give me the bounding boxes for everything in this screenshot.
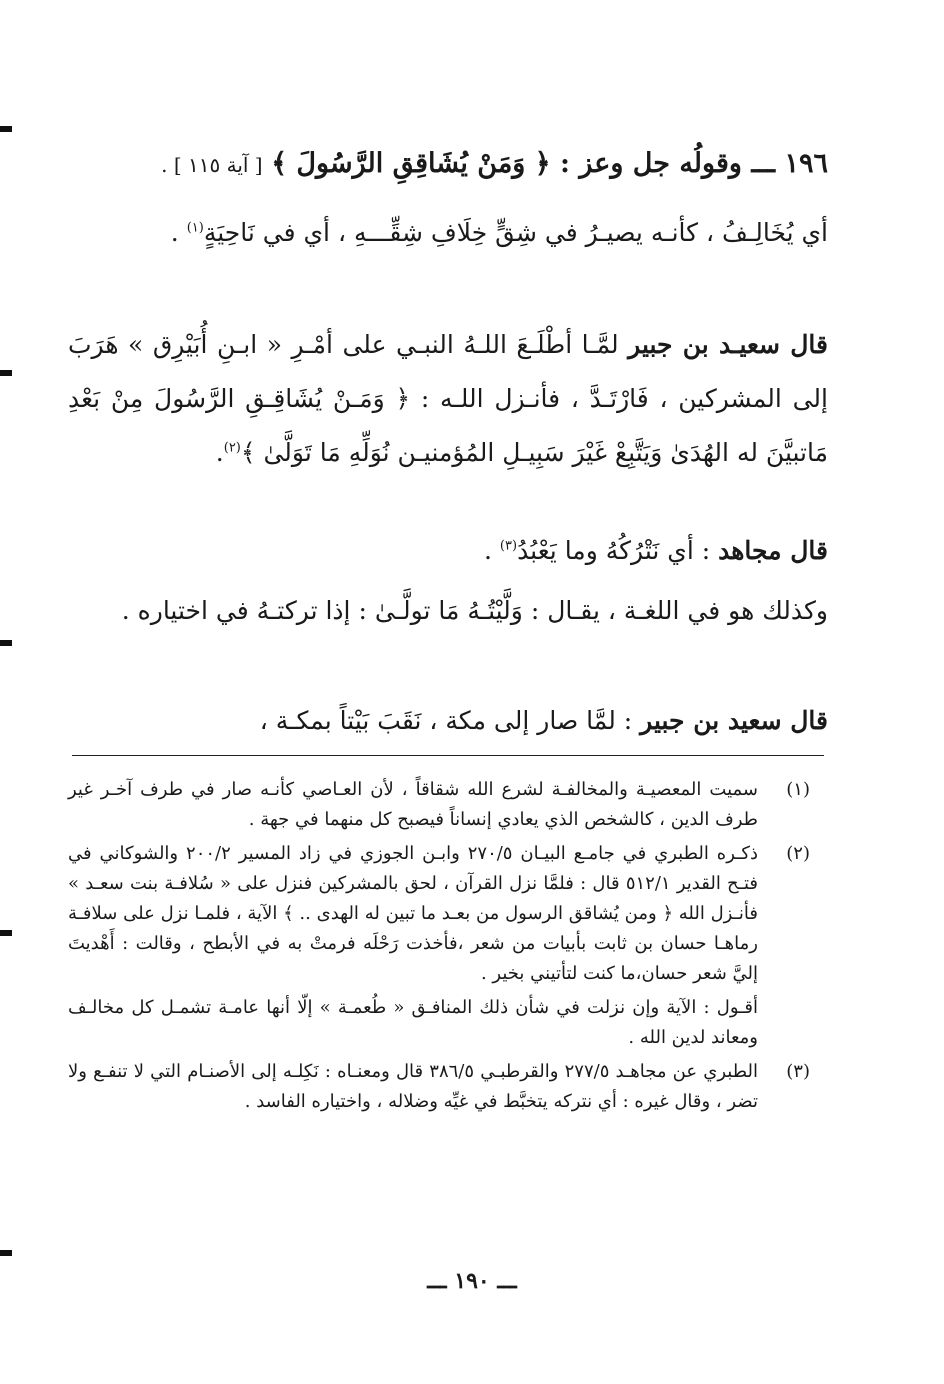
paragraph-saeed-2 bbox=[68, 694, 828, 748]
quran-verse: ﴿ وَمَنْ يُشَاقِقِ الرَّسُولَ ﴾ bbox=[271, 148, 551, 179]
margin-mark bbox=[0, 370, 12, 376]
paragraph-lead: قال سعيد بن جبير bbox=[640, 706, 828, 735]
footnote-ref: (١) bbox=[186, 220, 204, 236]
footnote-divider bbox=[72, 755, 824, 756]
footnote-text: سميت المعصيـة والمخالفـة لشرع الله شقاقاً ، لأن العـاصي كأنـه صار في طرف آخـر غير طرف الدين ، كالشخص الذي يعادي إنساناً فيصبح كل منهما في جهة . bbox=[68, 779, 758, 830]
footnote-number: (٣) bbox=[786, 1061, 810, 1082]
entry-intro: وقولُه جل وعز : bbox=[559, 148, 742, 179]
footnote-ref: (٢) bbox=[223, 440, 241, 456]
paragraph-end: . bbox=[170, 218, 187, 247]
footnote-2 bbox=[68, 839, 810, 989]
footnote-2-continuation: أقـول : الآية وإن نزلت في شأن ذلك المنافـق « طُعمـة » إلّا أنها عامـة تشمـل كل مخالـف ومعاند لدين الله . bbox=[68, 997, 758, 1048]
paragraph-text: : لمَّا صار إلى مكة ، نَقَبَ بَيْتاً بمكـة ، bbox=[259, 706, 641, 735]
footnotes bbox=[68, 775, 810, 1121]
footnote-number: (١) bbox=[786, 779, 810, 800]
paragraph-text: لمَّـا أطْلَـعَ اللـهُ النبـي على أمْـرِ « ابـنِ أُبَيْرِق » هَرَبَ إلى المشركين ، فَارْتَـدَّ ، فأنـزل اللـه : ﴿ وَمَـنْ يُشَاقِـقِ الرَّسُولَ مِنْ بَعْدِ مَاتبيَّنَ له الهُدَىٰ وَيَتَّبِعْ غَيْرَ سَبِيـلِ المُؤمنيـن نُوَلِّهِ مَا تَوَلَّىٰ ﴾ bbox=[68, 330, 828, 467]
entry-number: ١٩٦ ـــ bbox=[751, 148, 828, 179]
footnote-ref: (٣) bbox=[499, 538, 518, 554]
footnote-text: الطبري عن مجاهـد ٢٧٧/٥ والقرطبـي ٣٨٦/٥ قال ومعنـاه : نَكِلـه إلى الأصنـام التي لا تنفـع ولا تضر ، وقال غيره : أي نتركه يتخبَّط في غيِّه وضلاله ، واختياره الفاسد . bbox=[68, 1061, 758, 1112]
paragraph-end: . bbox=[484, 536, 500, 565]
paragraph-text: : أي نَتْرُكُهُ وما يَعْبُدُ bbox=[517, 536, 719, 565]
paragraph-language bbox=[68, 584, 828, 638]
paragraph-definition bbox=[68, 206, 828, 260]
paragraph-text: أي يُخَالِـفُ ، كأنـه يصيـرُ في شِقٍّ خِلَافِ شِقِّـــهِ ، أي في نَاحِيَةٍ bbox=[203, 218, 828, 247]
margin-mark bbox=[0, 1250, 12, 1256]
paragraph-end: . bbox=[215, 438, 224, 467]
paragraph-lead: قال مجاهد bbox=[718, 536, 828, 565]
footnote-number: (٢) bbox=[786, 843, 810, 864]
margin-mark bbox=[0, 640, 12, 646]
margin-mark bbox=[0, 930, 12, 936]
entry-heading bbox=[68, 144, 828, 185]
footnote-1 bbox=[68, 775, 810, 835]
paragraph-saeed-1 bbox=[68, 318, 828, 480]
margin-mark bbox=[0, 126, 12, 132]
paragraph-mujahid bbox=[68, 524, 828, 578]
page-number: ـــ ١٩٠ ـــ bbox=[427, 1268, 517, 1294]
paragraph-lead: قال سعيـد بن جبير bbox=[628, 330, 828, 359]
footnote-3 bbox=[68, 1057, 810, 1117]
verse-reference: [ آية ١١٥ ] . bbox=[161, 153, 263, 177]
paragraph-text: وكذلك هو في اللغـة ، يقـال : وَلَّيْتُـهُ مَا تولَّـىٰ : إذا تركتـهُ في اختياره . bbox=[121, 596, 828, 625]
footnote-text: ذكـره الطبري في جامـع البيـان ٢٧٠/٥ وابـن الجوزي في زاد المسير ٢٠٠/٢ والشوكاني في فتـح القدير ٥١٢/١ قال : فلمَّا نزل القرآن ، لحق بالمشركين فنزل على « سُلافـة بنت سعـد » فأنـزل الله ﴿ ومن يُشاقق الرسول من بعـد ما تبين له الهدى .. ﴾ الآية ، فلمـا نزل على سلافـة رماهـا حسان بن ثابت بأبيات من شعر ،فأخذت رَحْلَه فرمتْ به في الأبطح ، وقالت : أَهْديتَ إليَّ شعر حسان،ما كنت لتأتيني بخير . bbox=[68, 843, 758, 984]
